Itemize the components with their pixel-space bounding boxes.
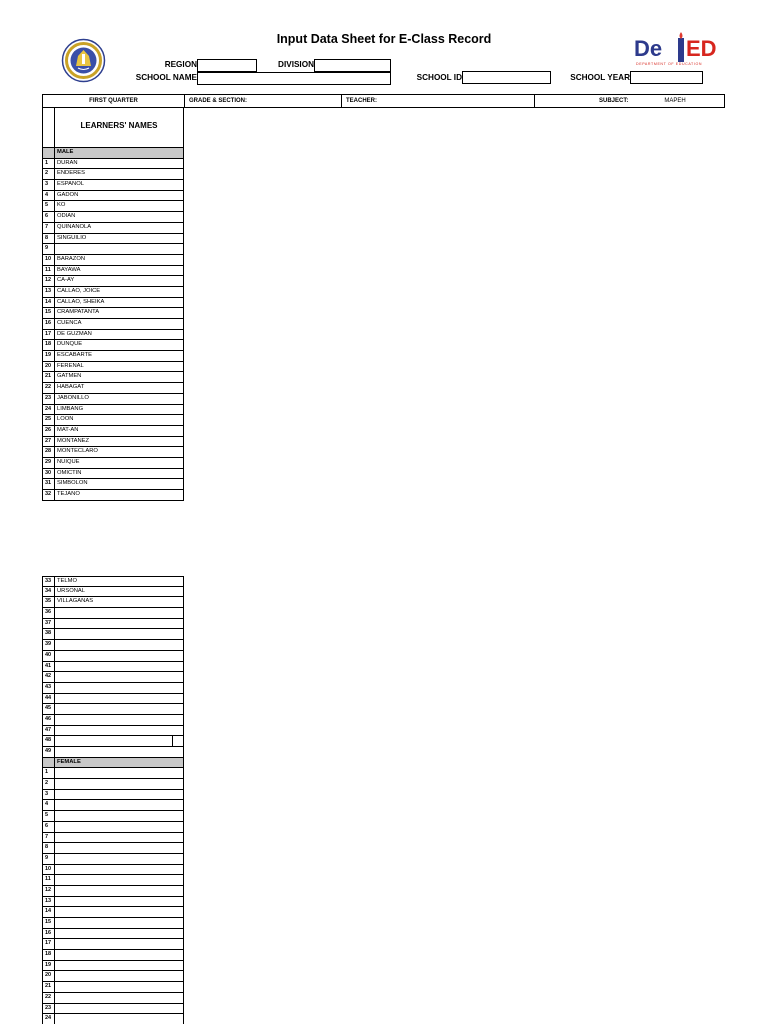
row-number: 17 bbox=[43, 939, 55, 949]
learner-name-cell[interactable] bbox=[55, 811, 183, 821]
row-number: 4 bbox=[43, 800, 55, 810]
row-number: 19 bbox=[43, 351, 55, 361]
school-year-field[interactable] bbox=[630, 71, 703, 84]
learner-name-cell[interactable]: GADON bbox=[57, 191, 79, 198]
svg-text:ED: ED bbox=[686, 36, 717, 61]
row-number: 13 bbox=[43, 287, 55, 297]
row-number: 13 bbox=[43, 897, 55, 907]
learner-name-cell[interactable]: CALLAO, SHEIKA bbox=[57, 298, 105, 305]
learner-name-cell[interactable] bbox=[55, 790, 183, 800]
learner-name-cell[interactable]: KO bbox=[57, 202, 66, 209]
quarter-cell: FIRST QUARTER bbox=[43, 95, 185, 107]
deped-logo bbox=[632, 32, 726, 68]
learner-name-cell[interactable] bbox=[55, 629, 183, 639]
school-year-label: SCHOOL YEAR bbox=[570, 73, 630, 82]
female-section-header bbox=[42, 758, 184, 769]
table-row bbox=[42, 405, 184, 416]
learner-name-cell[interactable] bbox=[55, 843, 183, 853]
table-row bbox=[42, 768, 184, 779]
row-number: 24 bbox=[43, 405, 55, 415]
table-row bbox=[42, 415, 184, 426]
learner-name-cell[interactable] bbox=[55, 726, 183, 736]
table-row bbox=[42, 747, 184, 758]
learner-name-cell[interactable]: MONTANEZ bbox=[57, 437, 90, 444]
row-number: 10 bbox=[43, 255, 55, 265]
table-row bbox=[42, 854, 184, 865]
learner-name-cell[interactable]: QUINANOLA bbox=[57, 223, 92, 230]
row-number: 44 bbox=[43, 694, 55, 704]
learner-name-cell[interactable]: CUENCA bbox=[57, 320, 82, 326]
row-number: 9 bbox=[43, 244, 55, 254]
row-number: 37 bbox=[43, 619, 55, 629]
learner-name-cell[interactable]: DURAN bbox=[57, 159, 78, 166]
region-label: REGION bbox=[164, 60, 197, 69]
subject-label: SUBJECT: bbox=[599, 98, 629, 104]
table-row bbox=[42, 437, 184, 448]
table-row bbox=[42, 276, 184, 287]
table-row bbox=[42, 169, 184, 180]
learner-name-cell[interactable] bbox=[55, 822, 183, 832]
table-row bbox=[42, 608, 184, 619]
row-number: 16 bbox=[43, 319, 55, 329]
table-row bbox=[42, 672, 184, 683]
table-row bbox=[42, 340, 184, 351]
learner-name-cell[interactable]: MONTECLARO bbox=[57, 448, 98, 455]
table-row bbox=[42, 651, 184, 662]
male-section-header bbox=[42, 148, 184, 159]
table-row bbox=[42, 790, 184, 801]
row-number: 33 bbox=[43, 577, 55, 586]
table-row bbox=[42, 597, 184, 608]
table-row bbox=[42, 982, 184, 993]
row-number: 14 bbox=[43, 298, 55, 308]
row-number: 46 bbox=[43, 715, 55, 725]
row-number: 6 bbox=[43, 212, 55, 222]
learner-name-cell[interactable] bbox=[55, 715, 183, 725]
row-number: 23 bbox=[43, 1004, 55, 1014]
learner-name-cell[interactable]: CRAMPATANTA bbox=[57, 309, 100, 316]
table-row bbox=[42, 779, 184, 790]
table-row bbox=[42, 865, 184, 876]
table-row bbox=[42, 159, 184, 170]
table-row bbox=[42, 180, 184, 191]
table-row bbox=[42, 223, 184, 234]
learner-name-cell[interactable] bbox=[55, 918, 183, 928]
subject-value: MAPEH bbox=[664, 98, 686, 104]
row-number: 11 bbox=[43, 875, 55, 885]
learner-name-cell[interactable] bbox=[55, 608, 183, 618]
table-row bbox=[42, 255, 184, 266]
table-row bbox=[42, 587, 184, 598]
table-row bbox=[42, 362, 184, 373]
row-number: 40 bbox=[43, 651, 55, 661]
row-number: 47 bbox=[43, 726, 55, 736]
row-number: 5 bbox=[43, 811, 55, 821]
learner-name-cell[interactable] bbox=[55, 694, 183, 704]
row-number: 18 bbox=[43, 950, 55, 960]
learner-name-cell[interactable]: OMICTIN bbox=[57, 469, 82, 476]
table-row bbox=[42, 426, 184, 437]
row-number: 5 bbox=[43, 201, 55, 211]
table-row bbox=[42, 961, 184, 972]
row-number: 23 bbox=[43, 394, 55, 404]
row-number: 41 bbox=[43, 662, 55, 672]
class-info-bar bbox=[42, 94, 725, 108]
learner-name-cell[interactable] bbox=[55, 939, 183, 949]
learner-name-cell[interactable] bbox=[55, 651, 183, 661]
learner-name-cell[interactable]: FERENAL bbox=[57, 362, 84, 369]
learner-name-cell[interactable] bbox=[55, 1014, 183, 1024]
row-number: 10 bbox=[43, 865, 55, 875]
table-row bbox=[42, 619, 184, 630]
table-row bbox=[42, 629, 184, 640]
learner-name-cell[interactable]: LIMBANG bbox=[57, 405, 84, 412]
row-number: 43 bbox=[43, 683, 55, 693]
row-number: 17 bbox=[43, 330, 55, 340]
table-row bbox=[42, 1004, 184, 1015]
female-section-label: FEMALE bbox=[57, 758, 81, 765]
table-row bbox=[42, 704, 184, 715]
learner-name-cell[interactable] bbox=[55, 683, 183, 693]
row-number: 11 bbox=[43, 266, 55, 276]
row-number: 3 bbox=[43, 180, 55, 190]
table-row bbox=[42, 918, 184, 929]
row-number: 20 bbox=[43, 971, 55, 981]
table-row bbox=[42, 907, 184, 918]
learner-name-cell[interactable]: DE GUZMAN bbox=[57, 330, 92, 337]
table-row bbox=[42, 308, 184, 319]
learner-name-cell[interactable]: TELMO bbox=[57, 578, 77, 584]
row-number: 29 bbox=[43, 458, 55, 468]
grade-section-cell[interactable]: GRADE & SECTION: bbox=[185, 95, 342, 107]
learner-name-cell[interactable] bbox=[55, 244, 183, 254]
table-row bbox=[42, 372, 184, 383]
learner-name-cell[interactable]: HABAGAT bbox=[57, 384, 85, 391]
table-row bbox=[42, 715, 184, 726]
table-row bbox=[42, 244, 184, 255]
learner-name-cell[interactable]: URSONAL bbox=[57, 587, 86, 594]
row-number: 48 bbox=[43, 736, 55, 746]
row-number: 7 bbox=[43, 833, 55, 843]
table-row bbox=[42, 447, 184, 458]
learner-name-cell[interactable]: DUNQUE bbox=[57, 341, 83, 348]
learners-names-header bbox=[42, 108, 184, 148]
learner-name-cell[interactable]: CALLAO, JOICE bbox=[57, 287, 101, 294]
table-row bbox=[42, 683, 184, 694]
table-row bbox=[42, 394, 184, 405]
table-row bbox=[42, 287, 184, 298]
learner-name-cell[interactable] bbox=[55, 672, 183, 682]
learner-name-cell[interactable] bbox=[55, 971, 183, 981]
table-row bbox=[42, 490, 184, 501]
learner-name-cell[interactable] bbox=[55, 1004, 183, 1014]
learner-name-cell[interactable] bbox=[55, 800, 183, 810]
learner-name-cell[interactable]: LOON bbox=[57, 416, 74, 423]
table-row bbox=[42, 843, 184, 854]
row-number: 27 bbox=[43, 437, 55, 447]
learner-name-cell[interactable]: SIMBOLON bbox=[57, 480, 88, 487]
row-number: 20 bbox=[43, 362, 55, 372]
table-row bbox=[42, 929, 184, 940]
table-row bbox=[42, 694, 184, 705]
row-number: 35 bbox=[43, 597, 55, 607]
school-id-field[interactable] bbox=[462, 71, 551, 84]
table-row bbox=[42, 811, 184, 822]
learner-name-cell[interactable] bbox=[55, 982, 183, 992]
row-number: 15 bbox=[43, 308, 55, 318]
row-number: 28 bbox=[43, 447, 55, 457]
learner-name-cell[interactable] bbox=[55, 929, 183, 939]
page-title: Input Data Sheet for E-Class Record bbox=[276, 32, 492, 46]
svg-text:DEPARTMENT OF EDUCATION: DEPARTMENT OF EDUCATION bbox=[636, 62, 703, 66]
table-row bbox=[42, 351, 184, 362]
table-row bbox=[42, 469, 184, 480]
learner-name-cell[interactable] bbox=[55, 875, 183, 885]
learner-name-cell[interactable]: SINGUILIO bbox=[57, 234, 87, 241]
learner-name-cell[interactable]: ESPANOL bbox=[57, 181, 84, 188]
table-row bbox=[42, 640, 184, 651]
division-field[interactable] bbox=[314, 59, 391, 72]
table-row bbox=[42, 266, 184, 277]
table-row bbox=[42, 897, 184, 908]
table-row bbox=[42, 383, 184, 394]
table-row bbox=[42, 234, 184, 245]
learner-name-cell[interactable]: ESCABARTE bbox=[57, 352, 93, 359]
table-row bbox=[42, 479, 184, 490]
svg-text:De: De bbox=[634, 36, 663, 61]
table-row bbox=[42, 1014, 184, 1024]
row-number: 21 bbox=[43, 982, 55, 992]
row-number: 16 bbox=[43, 929, 55, 939]
row-number: 12 bbox=[43, 276, 55, 286]
table-row bbox=[42, 993, 184, 1004]
learner-name-cell[interactable]: BARAZON bbox=[57, 255, 86, 262]
row-number: 31 bbox=[43, 479, 55, 489]
table-row bbox=[42, 822, 184, 833]
table-row bbox=[42, 833, 184, 844]
row-number: 12 bbox=[43, 886, 55, 896]
table-row bbox=[42, 971, 184, 982]
learner-name-cell[interactable]: NUIQUE bbox=[57, 458, 80, 465]
male-list-page-1 bbox=[42, 148, 184, 501]
learner-name-cell[interactable]: BAYAWA bbox=[57, 266, 81, 273]
learner-name-cell[interactable] bbox=[55, 736, 183, 746]
learner-name-cell[interactable] bbox=[55, 619, 183, 629]
row-number: 22 bbox=[43, 993, 55, 1003]
learner-name-cell[interactable] bbox=[55, 886, 183, 896]
row-number: 6 bbox=[43, 822, 55, 832]
learner-name-cell[interactable] bbox=[55, 747, 183, 757]
learner-name-cell[interactable] bbox=[55, 897, 183, 907]
learner-name-cell[interactable]: VILLAGANAS bbox=[57, 598, 94, 605]
row-number: 14 bbox=[43, 907, 55, 917]
learner-name-cell[interactable] bbox=[55, 779, 183, 789]
row-number: 9 bbox=[43, 854, 55, 864]
division-label: DIVISION bbox=[278, 60, 314, 69]
school-name-field[interactable] bbox=[197, 72, 391, 85]
row-number: 49 bbox=[43, 747, 55, 757]
table-row bbox=[42, 875, 184, 886]
learner-name-cell[interactable] bbox=[55, 662, 183, 672]
table-row bbox=[42, 458, 184, 469]
table-row bbox=[42, 886, 184, 897]
row-number: 1 bbox=[43, 159, 55, 169]
table-row bbox=[42, 662, 184, 673]
learner-name-cell[interactable]: JABONILLO bbox=[57, 394, 89, 401]
learner-name-cell[interactable]: MAT-AN bbox=[57, 426, 79, 433]
learner-name-cell[interactable] bbox=[55, 993, 183, 1003]
row-number: 8 bbox=[43, 843, 55, 853]
table-row bbox=[42, 576, 184, 587]
row-number: 3 bbox=[43, 790, 55, 800]
subject-cell[interactable] bbox=[535, 95, 724, 107]
table-row bbox=[42, 191, 184, 202]
learner-name-cell[interactable] bbox=[55, 640, 183, 650]
learner-name-cell[interactable] bbox=[55, 907, 183, 917]
learners-names-heading: LEARNERS' NAMES bbox=[80, 121, 158, 130]
row-number: 19 bbox=[43, 961, 55, 971]
table-row bbox=[42, 319, 184, 330]
region-field[interactable] bbox=[197, 59, 257, 72]
row-number: 39 bbox=[43, 640, 55, 650]
row-number: 22 bbox=[43, 383, 55, 393]
row-number: 24 bbox=[43, 1014, 55, 1024]
learner-name-cell[interactable] bbox=[55, 854, 183, 864]
learner-name-cell[interactable] bbox=[55, 833, 183, 843]
row-number: 4 bbox=[43, 191, 55, 201]
row-number: 30 bbox=[43, 469, 55, 479]
row-number: 18 bbox=[43, 340, 55, 350]
table-row bbox=[42, 298, 184, 309]
teacher-cell[interactable]: TEACHER: bbox=[342, 95, 535, 107]
table-row bbox=[42, 800, 184, 811]
table-row bbox=[42, 939, 184, 950]
row-number: 2 bbox=[43, 169, 55, 179]
table-row bbox=[42, 726, 184, 737]
row-number: 21 bbox=[43, 372, 55, 382]
learners-list-page-2 bbox=[42, 576, 184, 1024]
row-number: 26 bbox=[43, 426, 55, 436]
row-number: 36 bbox=[43, 608, 55, 618]
row-number: 25 bbox=[43, 415, 55, 425]
table-row bbox=[42, 201, 184, 212]
learner-name-cell[interactable] bbox=[55, 865, 183, 875]
table-row bbox=[42, 212, 184, 223]
male-section-label: MALE bbox=[57, 149, 74, 155]
learner-name-cell[interactable]: ODIAN bbox=[57, 213, 76, 220]
learner-name-cell[interactable] bbox=[55, 768, 183, 778]
row-number: 1 bbox=[43, 768, 55, 778]
row-number: 2 bbox=[43, 779, 55, 789]
row-number: 42 bbox=[43, 672, 55, 682]
table-row bbox=[42, 950, 184, 961]
row-number: 32 bbox=[43, 490, 55, 500]
row-number: 7 bbox=[43, 223, 55, 233]
learner-name-cell[interactable]: ENDERES bbox=[57, 170, 86, 177]
row-number: 8 bbox=[43, 234, 55, 244]
table-row bbox=[42, 736, 184, 747]
school-name-label: SCHOOL NAME bbox=[135, 73, 197, 82]
learner-name-cell[interactable]: CA-AY bbox=[57, 277, 75, 284]
learner-name-cell[interactable]: TEJANO bbox=[57, 491, 80, 497]
row-number: 45 bbox=[43, 704, 55, 714]
learner-name-cell[interactable] bbox=[55, 950, 183, 960]
learner-name-cell[interactable] bbox=[55, 961, 183, 971]
row-number: 15 bbox=[43, 918, 55, 928]
table-row bbox=[42, 330, 184, 341]
school-id-label: SCHOOL ID bbox=[416, 73, 462, 82]
row-number: 38 bbox=[43, 629, 55, 639]
learner-name-cell[interactable]: GATMEN bbox=[57, 373, 82, 380]
learner-name-cell[interactable] bbox=[55, 704, 183, 714]
row-number: 34 bbox=[43, 587, 55, 597]
